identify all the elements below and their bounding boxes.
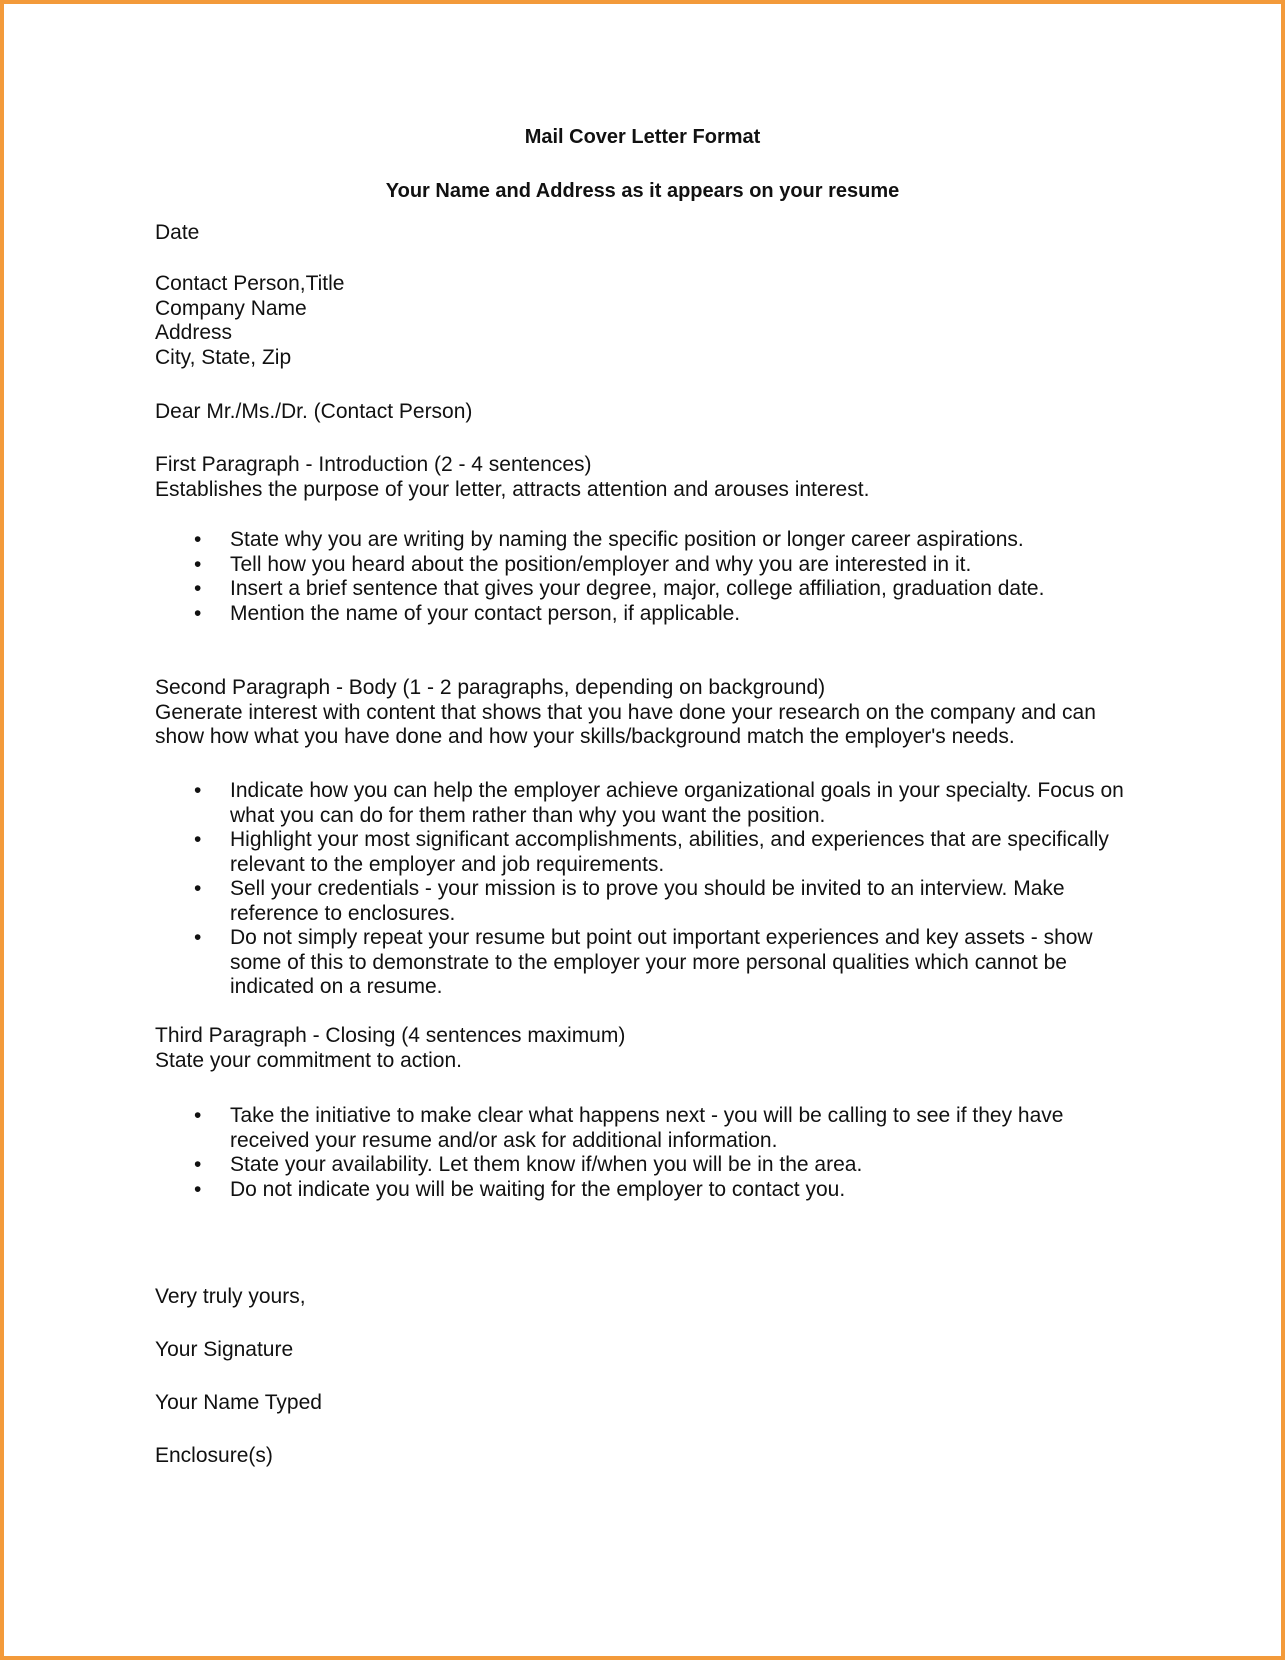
recipient-city-state-zip: City, State, Zip — [155, 345, 292, 369]
second-paragraph-intro — [155, 676, 1096, 750]
first-paragraph-heading: First Paragraph - Introduction (2 - 4 sentences) — [155, 453, 592, 476]
document-subtitle: Your Name and Address as it appears on your resume — [385, 180, 900, 202]
list-item: • Mention the name of your contact person, if applicable. — [194, 601, 741, 625]
signature-line: Your Signature — [155, 1338, 294, 1361]
first-paragraph-bullets — [155, 528, 1135, 626]
list-item: • Do not simply repeat your resume but point out important experiences and key assets - show some of this to demonstrate to the employer your more personal qualities which cannot be indicated on a resume. — [194, 926, 1093, 998]
bullet-icon: • — [194, 601, 202, 625]
second-paragraph-description: show how what you have done and how your skills/background match the employer's needs. — [155, 725, 1015, 748]
recipient-address-line: Address — [155, 321, 233, 344]
third-paragraph-bullets — [155, 1104, 1135, 1202]
bullet-icon: • — [194, 1177, 202, 1201]
third-paragraph-intro — [155, 1024, 625, 1073]
second-paragraph-bullets — [155, 779, 1135, 1000]
third-paragraph-description: State your commitment to action. — [155, 1048, 462, 1072]
bullet-icon: • — [194, 877, 202, 900]
list-item: • Take the initiative to make clear what happens next - you will be calling to see if they have received your resume and/or ask for additional information. — [194, 1104, 1064, 1152]
third-paragraph-heading: Third Paragraph - Closing (4 sentences maximum) — [155, 1024, 626, 1047]
list-item: • State why you are writing by naming the specific position or longer career aspirations. — [194, 528, 1024, 551]
list-item: • Do not indicate you will be waiting for the employer to contact you. — [194, 1177, 846, 1201]
closing-line: Very truly yours, — [155, 1285, 306, 1308]
list-item: • Tell how you heard about the position/employer and why you are interested in it. — [194, 552, 972, 576]
bullet-icon: • — [194, 1153, 202, 1176]
date-line: Date — [155, 221, 200, 244]
first-paragraph-description: Establishes the purpose of your letter, attracts attention and arouses interest. — [155, 477, 870, 501]
recipient-address — [155, 272, 344, 370]
list-item: • Sell your credentials - your mission is to prove you should be invited to an interview. Make reference to enclosures. — [194, 877, 1065, 925]
second-paragraph-heading: Second Paragraph - Body (1 - 2 paragraphs, depending on background) — [155, 676, 826, 699]
recipient-contact: Contact Person,Title — [155, 272, 345, 295]
bullet-icon: • — [194, 552, 202, 576]
bullet-icon: • — [194, 577, 202, 600]
salutation: Dear Mr./Ms./Dr. (Contact Person) — [155, 400, 473, 423]
bullet-icon: • — [194, 828, 202, 851]
enclosures-line: Enclosure(s) — [155, 1444, 273, 1467]
document-title: Mail Cover Letter Format — [524, 126, 761, 148]
bullet-icon: • — [194, 1104, 202, 1127]
bullet-icon: • — [194, 779, 202, 802]
list-item: • State your availability. Let them know if/when you will be in the area. — [194, 1153, 863, 1176]
first-paragraph-intro — [155, 453, 869, 502]
list-item: • Indicate how you can help the employer achieve organizational goals in your specialty. Focus on what you can do for them rather than why you want the position. — [194, 779, 1124, 827]
list-item: • Insert a brief sentence that gives your degree, major, college affiliation, graduation date. — [194, 577, 1045, 600]
list-item: • Highlight your most significant accomplishments, abilities, and experiences that are specifically relevant to the employer and job requirements. — [194, 828, 1109, 876]
bullet-icon: • — [194, 528, 202, 551]
bullet-icon: • — [194, 926, 202, 949]
recipient-company: Company Name — [155, 296, 307, 320]
name-typed-line: Your Name Typed — [155, 1391, 322, 1414]
second-paragraph-description: Generate interest with content that shows that you have done your research on the company and can — [155, 700, 1096, 724]
